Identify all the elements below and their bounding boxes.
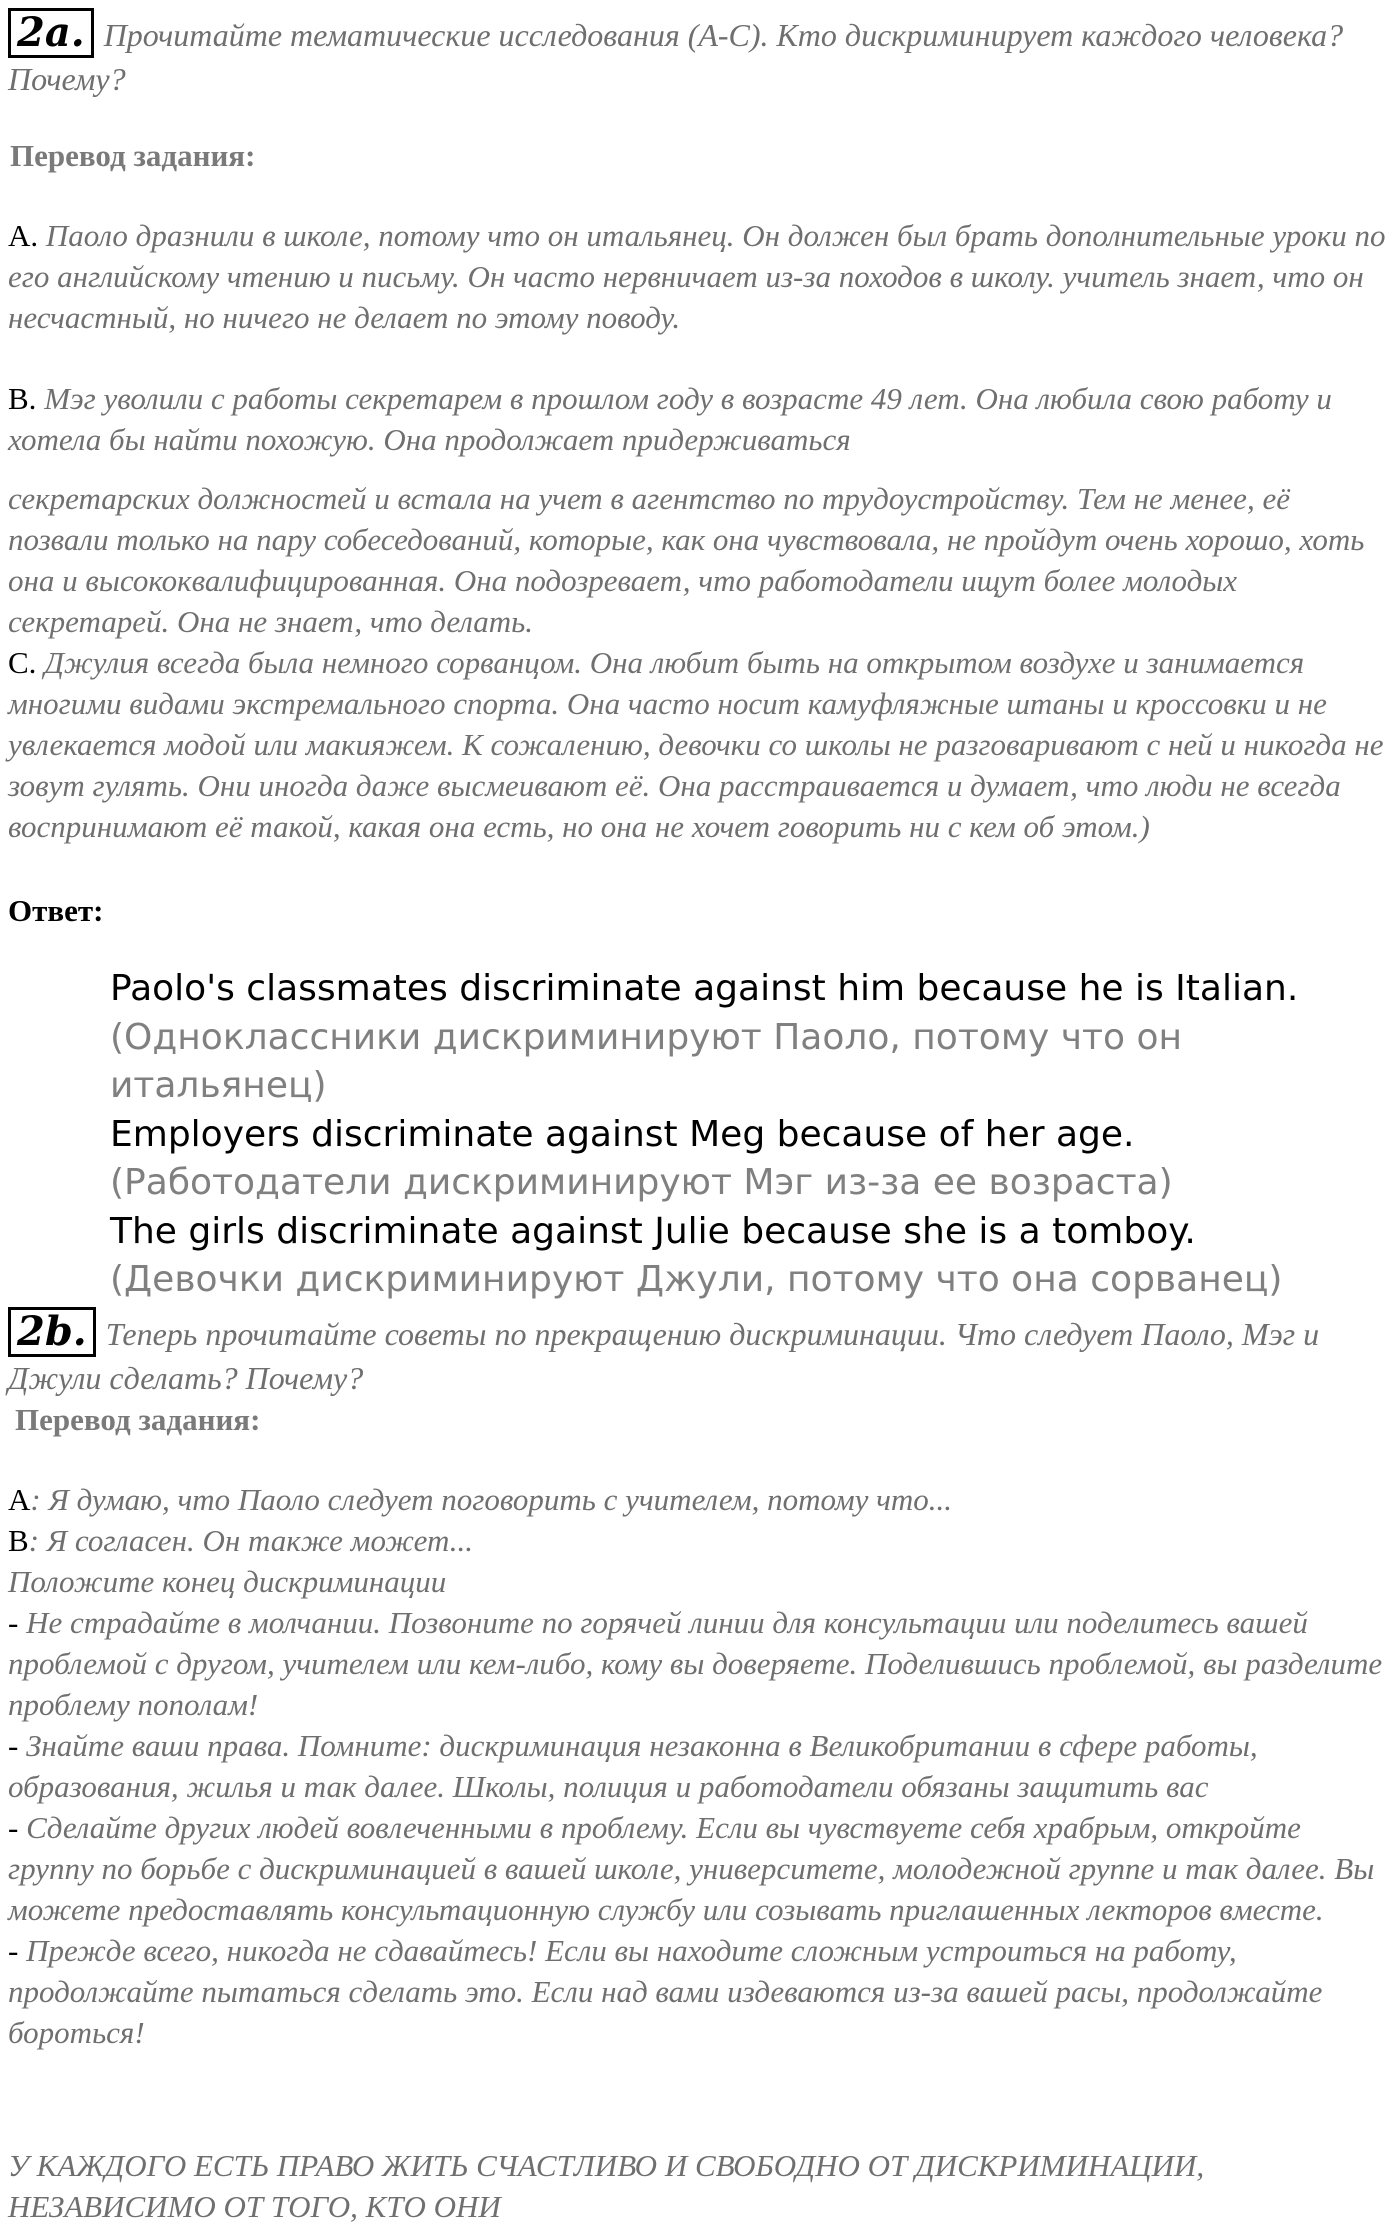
dialog-line-a <box>8 1479 1393 1520</box>
tips-title: Положите конец дискриминации <box>8 1564 447 1599</box>
answer-english: Employers discriminate against Meg because of her age. <box>110 1113 1135 1155</box>
task-2b-instruction-text: Теперь прочитайте советы по прекращению дискриминации. Что следует Паоло, Мэг и Джули сделать? Почему? <box>8 1316 1320 1396</box>
tip-dash: - <box>8 1810 27 1845</box>
speaker-b-marker: В <box>8 1523 29 1558</box>
tip-dash: - <box>8 1728 27 1763</box>
motto: У КАЖДОГО ЕСТЬ ПРАВО ЖИТЬ СЧАСТЛИВО И СВОБОДНО ОТ ДИСКРИМИНАЦИИ, НЕЗАВИСИМО ОТ ТОГО, КТО ОНИ <box>8 2148 1205 2224</box>
case-c-marker: С. <box>8 645 37 680</box>
task-2a-instruction <box>8 8 1388 100</box>
case-study-c <box>8 642 1388 847</box>
answer-english: The girls discriminate against Julie because she is a tomboy. <box>110 1210 1196 1252</box>
speaker-a-marker: А <box>8 1482 31 1517</box>
task-2b-instruction <box>8 1307 1388 1399</box>
case-c-text: Джулия всегда была немного сорванцом. Она любит быть на открытом воздухе и занимается многими видами экстремального спорта. Она часто носит камуфляжные штаны и кроссовки и не увлекается модой или макияжем. К сожалению, девочки со школы не разговаривают с ней и никогда не зовут гулять. Они иногда даже высмеивают её. Она расстраивается и думает, что люди не всегда воспринимают её такой, какая она есть, но она не хочет говорить ни с кем об этом.) <box>8 645 1384 844</box>
answers-block <box>110 965 1350 1305</box>
tips-block <box>8 1561 1393 2053</box>
tip-item <box>8 1602 1393 1725</box>
dialog-block <box>8 1479 1393 1561</box>
tip-text: Сделайте других людей вовлеченными в проблему. Если вы чувствуете себя храбрым, откройте группу по борьбе с дискриминацией в вашей школе, университете, молодежной группе и так далее. Вы можете предоставлять консультационную службу или созывать приглашенных лекторов вместе. <box>8 1810 1375 1927</box>
answer-item <box>110 965 1350 1111</box>
answer-english: Paolo's classmates discriminate against him because he is Italian. <box>110 968 1299 1009</box>
task-2b-badge: 2b. <box>8 1307 96 1357</box>
case-b-text: Мэг уволили с работы секретарем в прошлом году в возрасте 49 лет. Она любила свою работу и хотела бы найти похожую. Она продолжает придерживаться <box>8 381 1332 457</box>
answer-russian: (Одноклассники дискриминируют Паоло, потому что он итальянец) <box>110 1016 1183 1106</box>
tip-dash: - <box>8 1933 27 1968</box>
dialog-line-b <box>8 1520 1393 1561</box>
answer-russian: (Девочки дискриминируют Джули, потому что она сорванец) <box>110 1259 1283 1300</box>
answer-russian: (Работодатели дискриминируют Мэг из-за ее возраста) <box>110 1162 1173 1203</box>
task-2b-heading: Перевод задания: <box>15 1402 261 1437</box>
task-2a-badge: 2a. <box>8 8 94 58</box>
case-study-b-continued <box>8 478 1388 642</box>
tip-item <box>8 1930 1393 2053</box>
speaker-b-text: : Я согласен. Он также может... <box>28 1523 473 1558</box>
tip-text: Прежде всего, никогда не сдавайтесь! Если вы находите сложным устроиться на работу, продолжайте пытаться сделать это. Если над вами издеваются из-за вашей расы, продолжайте бороться! <box>8 1933 1323 2050</box>
case-study-b <box>8 378 1388 460</box>
tip-item <box>8 1807 1393 1930</box>
tip-text: Знайте ваши права. Помните: дискриминация незаконна в Великобритании в сфере работы, образования, жилья и так далее. Школы, полиция и работодатели обязаны защитить вас <box>8 1728 1258 1804</box>
task-2a-instruction-text: Прочитайте тематические исследования (А-С). Кто дискриминирует каждого человека? Почему? <box>8 17 1344 97</box>
case-b-marker: В. <box>8 381 37 416</box>
tip-item <box>8 1725 1393 1807</box>
tip-dash: - <box>8 1605 27 1640</box>
case-a-marker: А. <box>8 218 39 253</box>
case-study-a <box>8 215 1388 338</box>
answer-label: Ответ: <box>8 893 104 928</box>
speaker-a-text: : Я думаю, что Паоло следует поговорить с учителем, потому что... <box>30 1482 953 1517</box>
answer-item <box>110 1208 1350 1305</box>
task-2a-heading: Перевод задания: <box>10 138 256 173</box>
answer-item <box>110 1111 1350 1208</box>
case-b-text-continued: секретарских должностей и встала на учет в агентство по трудоустройству. Тем не менее, её позвали только на пару собеседований, которые, как она чувствовала, не пройдут очень хорошо, хоть она и высококвалифицированная. Она подозревает, что работодатели ищут более молодых секретарей. Она не знает, что делать. <box>8 481 1365 639</box>
tip-text: Не страдайте в молчании. Позвоните по горячей линии для консультации или поделитесь вашей проблемой с другом, учителем или кем-либо, кому вы доверяете. Поделившись проблемой, вы разделите проблему пополам! <box>8 1605 1383 1722</box>
case-a-text: Паоло дразнили в школе, потому что он итальянец. Он должен был брать дополнительные уроки по его английскому чтению и письму. Он часто нервничает из-за походов в школу. учитель знает, что он несчастный, но ничего не делает по этому поводу. <box>8 218 1386 335</box>
